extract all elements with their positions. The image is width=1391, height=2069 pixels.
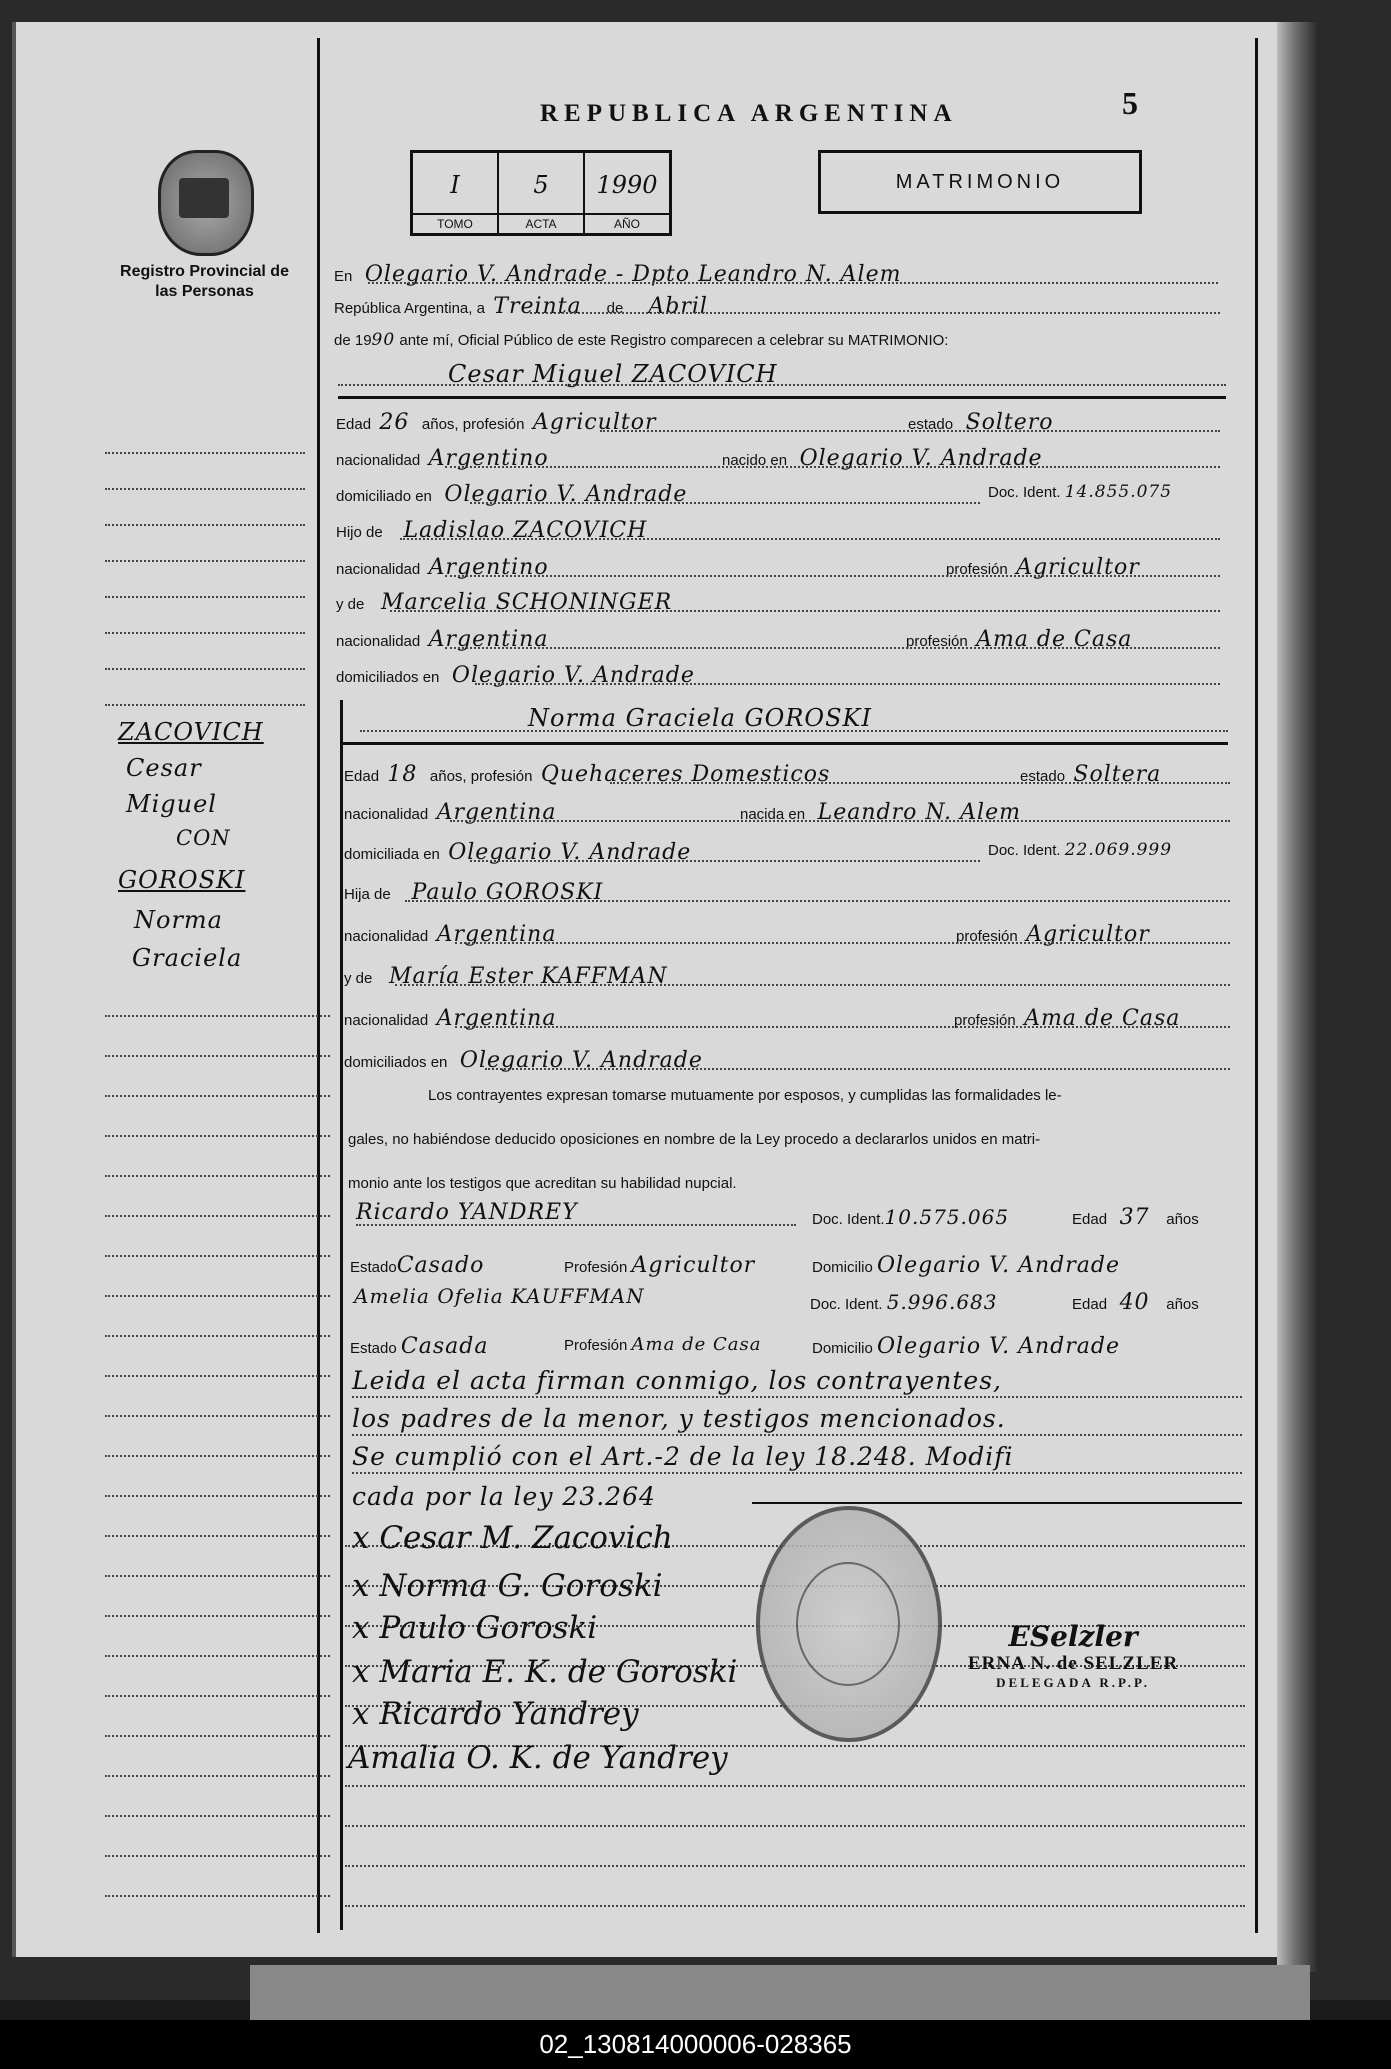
groom-mother: Marcelia SCHONINGER xyxy=(381,590,673,615)
acta-value: 5 xyxy=(533,171,549,199)
bride-father-profession: Agricultor xyxy=(1026,922,1150,947)
signature-bride-father: x Paulo Goroski xyxy=(352,1610,598,1646)
bride-doc: 22.069.999 xyxy=(1064,840,1173,860)
margin-annotation: ZACOVICH xyxy=(118,718,264,746)
witness-domicile: Olegario V. Andrade xyxy=(877,1334,1121,1359)
bride-father: Paulo GOROSKI xyxy=(411,880,604,905)
groom-father-profession: Agricultor xyxy=(1016,555,1140,580)
witness-age: 40 xyxy=(1119,1290,1150,1315)
margin-annotation: Cesar xyxy=(126,754,202,782)
groom-mother-profession: Ama de Casa xyxy=(976,627,1133,652)
registry-label: Registro Provincial de las Personas xyxy=(120,263,289,300)
bride-name: Norma Graciela GOROSKI xyxy=(528,704,872,732)
witness-profession: Agricultor xyxy=(631,1253,756,1278)
groom-domicile: Olegario V. Andrade xyxy=(444,482,688,507)
signature-witness-1: x Ricardo Yandrey xyxy=(352,1696,639,1732)
record-id-box xyxy=(410,150,672,236)
margin-divider xyxy=(317,38,320,1933)
margin-annotation: GOROSKI xyxy=(118,866,246,894)
bride-birthplace: Leandro N. Alem xyxy=(817,800,1021,825)
note-line: cada por la ley 23.264 xyxy=(352,1482,656,1511)
declaration-line: gales, no habiéndose deducido oposiciones en nombre de la Ley procedo a declararlos unidos en matri- xyxy=(348,1131,1041,1148)
bride-civil-status: Soltera xyxy=(1073,762,1162,787)
groom-age: 26 xyxy=(379,410,410,435)
official-name: ERNA N. de SELZLER xyxy=(968,1653,1179,1674)
intro-year-line: de 1990 ante mí, Oficial Público de este Registro comparecen a celebrar su MATRIMONIO: xyxy=(334,330,949,350)
margin-annotation: Miguel xyxy=(126,790,217,818)
record-type: MATRIMONIO xyxy=(818,150,1142,214)
witness-status: Casado xyxy=(396,1253,485,1278)
witness-doc: 10.575.065 xyxy=(884,1205,1010,1229)
ano-label: AÑO xyxy=(585,213,669,233)
groom-father-nationality: Argentino xyxy=(428,555,549,580)
groom-nationality: Argentino xyxy=(428,446,549,471)
ano-value: 1990 xyxy=(596,171,658,199)
note-line: Leida el acta firman conmigo, los contrayentes, xyxy=(352,1366,1002,1395)
groom-profession: Agricultor xyxy=(532,410,657,435)
bride-parents-domicile: Olegario V. Andrade xyxy=(459,1048,703,1073)
margin-annotation: CON xyxy=(176,826,231,850)
bride-age: 18 xyxy=(387,762,418,787)
signature-bride: x Norma G. Goroski xyxy=(352,1568,663,1604)
bride-mother: María Ester KAFFMAN xyxy=(389,964,668,989)
declaration-text xyxy=(348,1074,1238,1206)
official-signature-block xyxy=(968,1620,1178,1691)
witness-name: Ricardo YANDREY xyxy=(356,1200,578,1225)
scan-identifier: 02_130814000006-028365 xyxy=(0,2020,1391,2069)
declaration-line: Los contrayentes expresan tomarse mutuamente por esposos, y cumplidas las formalidades le- xyxy=(428,1087,1062,1104)
note-line: Se cumplió con el Art.-2 de la ley 18.248. Modifi xyxy=(352,1442,1014,1471)
bride-father-nationality: Argentina xyxy=(436,922,557,947)
bride-mother-profession: Ama de Casa xyxy=(1024,1006,1181,1031)
page-number: 5 xyxy=(1122,85,1138,121)
bride-nationality: Argentina xyxy=(436,800,557,825)
intro-date-line: República Argentina, a Treinta de Abril xyxy=(334,294,708,319)
groom-doc: 14.855.075 xyxy=(1064,482,1173,502)
intro-year: 90 xyxy=(371,330,396,350)
margin-annotation: Graciela xyxy=(132,944,243,972)
official-signature: ESelzler xyxy=(1008,1620,1138,1653)
intro-en-line: En Olegario V. Andrade - Dpto Leandro N. Alem xyxy=(334,262,902,287)
signature-groom: x Cesar M. Zacovich xyxy=(352,1520,673,1556)
bottom-strip xyxy=(250,1965,1310,2020)
bride-mother-nationality: Argentina xyxy=(436,1006,557,1031)
groom-birthplace: Olegario V. Andrade xyxy=(799,446,1043,471)
witness-domicile: Olegario V. Andrade xyxy=(877,1253,1121,1278)
groom-parents-domicile: Olegario V. Andrade xyxy=(451,663,695,688)
provincial-seal-icon xyxy=(158,150,254,256)
intro-place: Olegario V. Andrade - Dpto Leandro N. Alem xyxy=(364,262,902,287)
right-border xyxy=(1255,38,1258,1933)
intro-day: Treinta xyxy=(493,294,582,319)
signature-bride-mother: x Maria E. K. de Goroski xyxy=(352,1654,738,1690)
groom-name: Cesar Miguel ZACOVICH xyxy=(448,360,778,388)
margin-annotation: Norma xyxy=(134,906,223,934)
witness-doc: 5.996.683 xyxy=(886,1290,998,1314)
note-line: los padres de la menor, y testigos mencionados. xyxy=(352,1404,1006,1433)
signature-witness-2: Amalia O. K. de Yandrey xyxy=(348,1740,728,1776)
witness-age: 37 xyxy=(1119,1205,1150,1230)
groom-civil-status: Soltero xyxy=(965,410,1054,435)
intro-month: Abril xyxy=(648,294,708,319)
inner-divider xyxy=(340,700,343,1930)
page-title: REPUBLICA ARGENTINA xyxy=(540,100,958,127)
bride-domicile: Olegario V. Andrade xyxy=(448,840,692,865)
witness-name: Amelia Ofelia KAUFFMAN xyxy=(354,1284,645,1308)
official-title: DELEGADA R.P.P. xyxy=(996,1675,1150,1690)
book-edge xyxy=(1277,22,1317,1972)
bride-profession: Quehaceres Domesticos xyxy=(540,762,831,787)
groom-mother-nationality: Argentina xyxy=(428,627,549,652)
acta-label: ACTA xyxy=(499,213,583,233)
tomo-label: TOMO xyxy=(413,213,497,233)
declaration-line: monio ante los testigos que acreditan su habilidad nupcial. xyxy=(348,1175,737,1192)
witness-status: Casada xyxy=(400,1334,489,1359)
witness-profession: Ama de Casa xyxy=(631,1334,762,1355)
official-stamp-icon xyxy=(756,1506,942,1742)
tomo-value: I xyxy=(450,171,460,199)
groom-father: Ladislao ZACOVICH xyxy=(403,518,648,543)
